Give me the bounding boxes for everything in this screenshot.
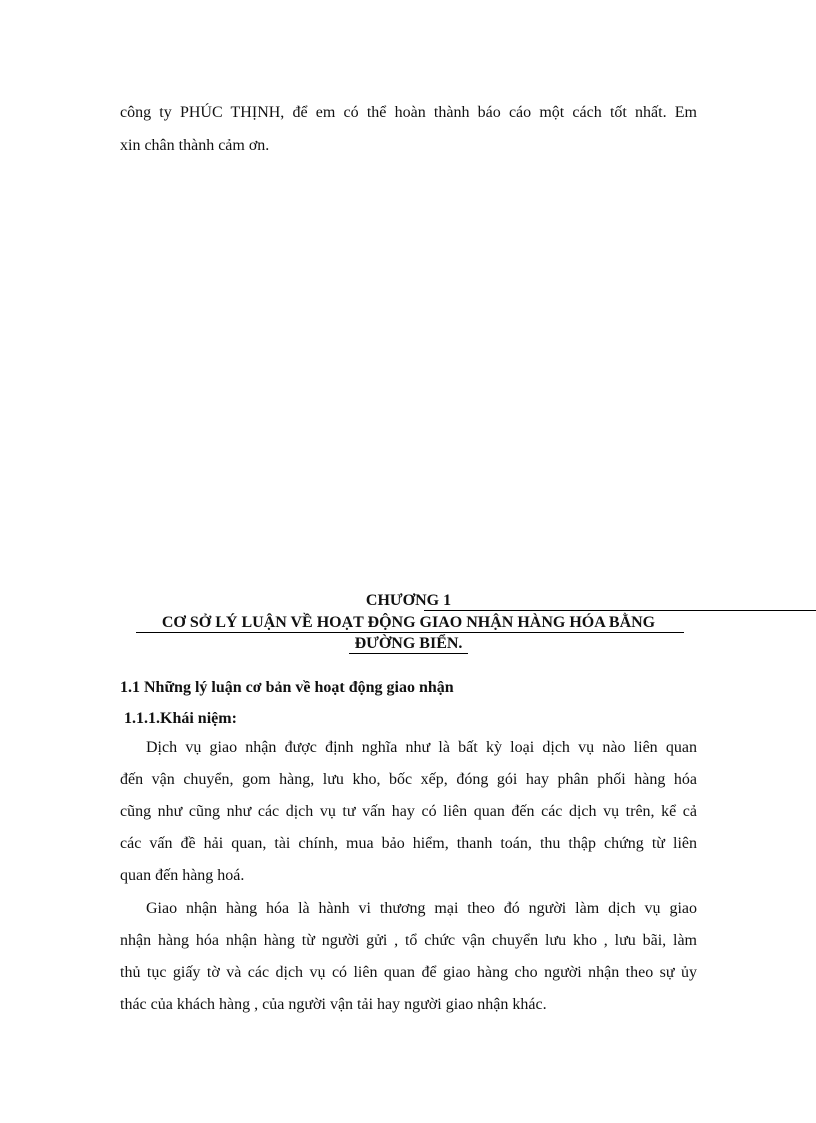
paragraph-2-line-2: nhận hàng hóa nhận hàng từ người gửi , tổ chức vận chuyển lưu kho , lưu bãi, làm <box>120 932 697 949</box>
paragraph-2-line-1: Giao nhận hàng hóa là hành vi thương mại theo đó người làm dịch vụ giao <box>146 900 697 917</box>
paragraph-1-line-2: đến vận chuyển, gom hàng, lưu kho, bốc xếp, đóng gói hay phân phối hàng hóa <box>120 771 697 788</box>
chapter-underline <box>424 610 816 611</box>
paragraph-1-line-1: Dịch vụ giao nhận được định nghĩa như là bất kỳ loại dịch vụ nào liên quan <box>146 739 697 756</box>
chapter-number: CHƯƠNG 1 <box>365 592 452 609</box>
chapter-title-line-1: CƠ SỞ LÝ LUẬN VỀ HOẠT ĐỘNG GIAO NHẬN HÀNG HÓA BẰNG <box>161 614 656 631</box>
intro-line-1: công ty PHÚC THỊNH, để em có thể hoàn thành báo cáo một cách tốt nhất. Em <box>120 104 697 121</box>
paragraph-1-line-3: cũng như cũng như các dịch vụ tư vấn hay có liên quan đến các dịch vụ trên, kể cả <box>120 803 697 820</box>
paragraph-2-line-3: thủ tục giấy tờ và các dịch vụ có liên quan để giao hàng cho người nhận theo sự ủy <box>120 964 697 981</box>
paragraph-1-line-5: quan đến hàng hoá. <box>120 867 245 884</box>
chapter-title-underline-2 <box>349 653 468 654</box>
chapter-title-line-2: ĐƯỜNG BIỂN. <box>354 635 463 652</box>
subsection-heading: 1.1.1.Khái niệm: <box>124 710 237 727</box>
chapter-title-underline-1 <box>136 632 684 633</box>
paragraph-2-line-4: thác của khách hàng , của người vận tải hay người giao nhận khác. <box>120 996 547 1013</box>
section-heading: 1.1 Những lý luận cơ bản về hoạt động giao nhận <box>120 679 454 696</box>
paragraph-1-line-4: các vấn đề hải quan, tài chính, mua bảo hiểm, thanh toán, thu thập chứng từ liên <box>120 835 697 852</box>
intro-line-2: xin chân thành cảm ơn. <box>120 137 270 154</box>
